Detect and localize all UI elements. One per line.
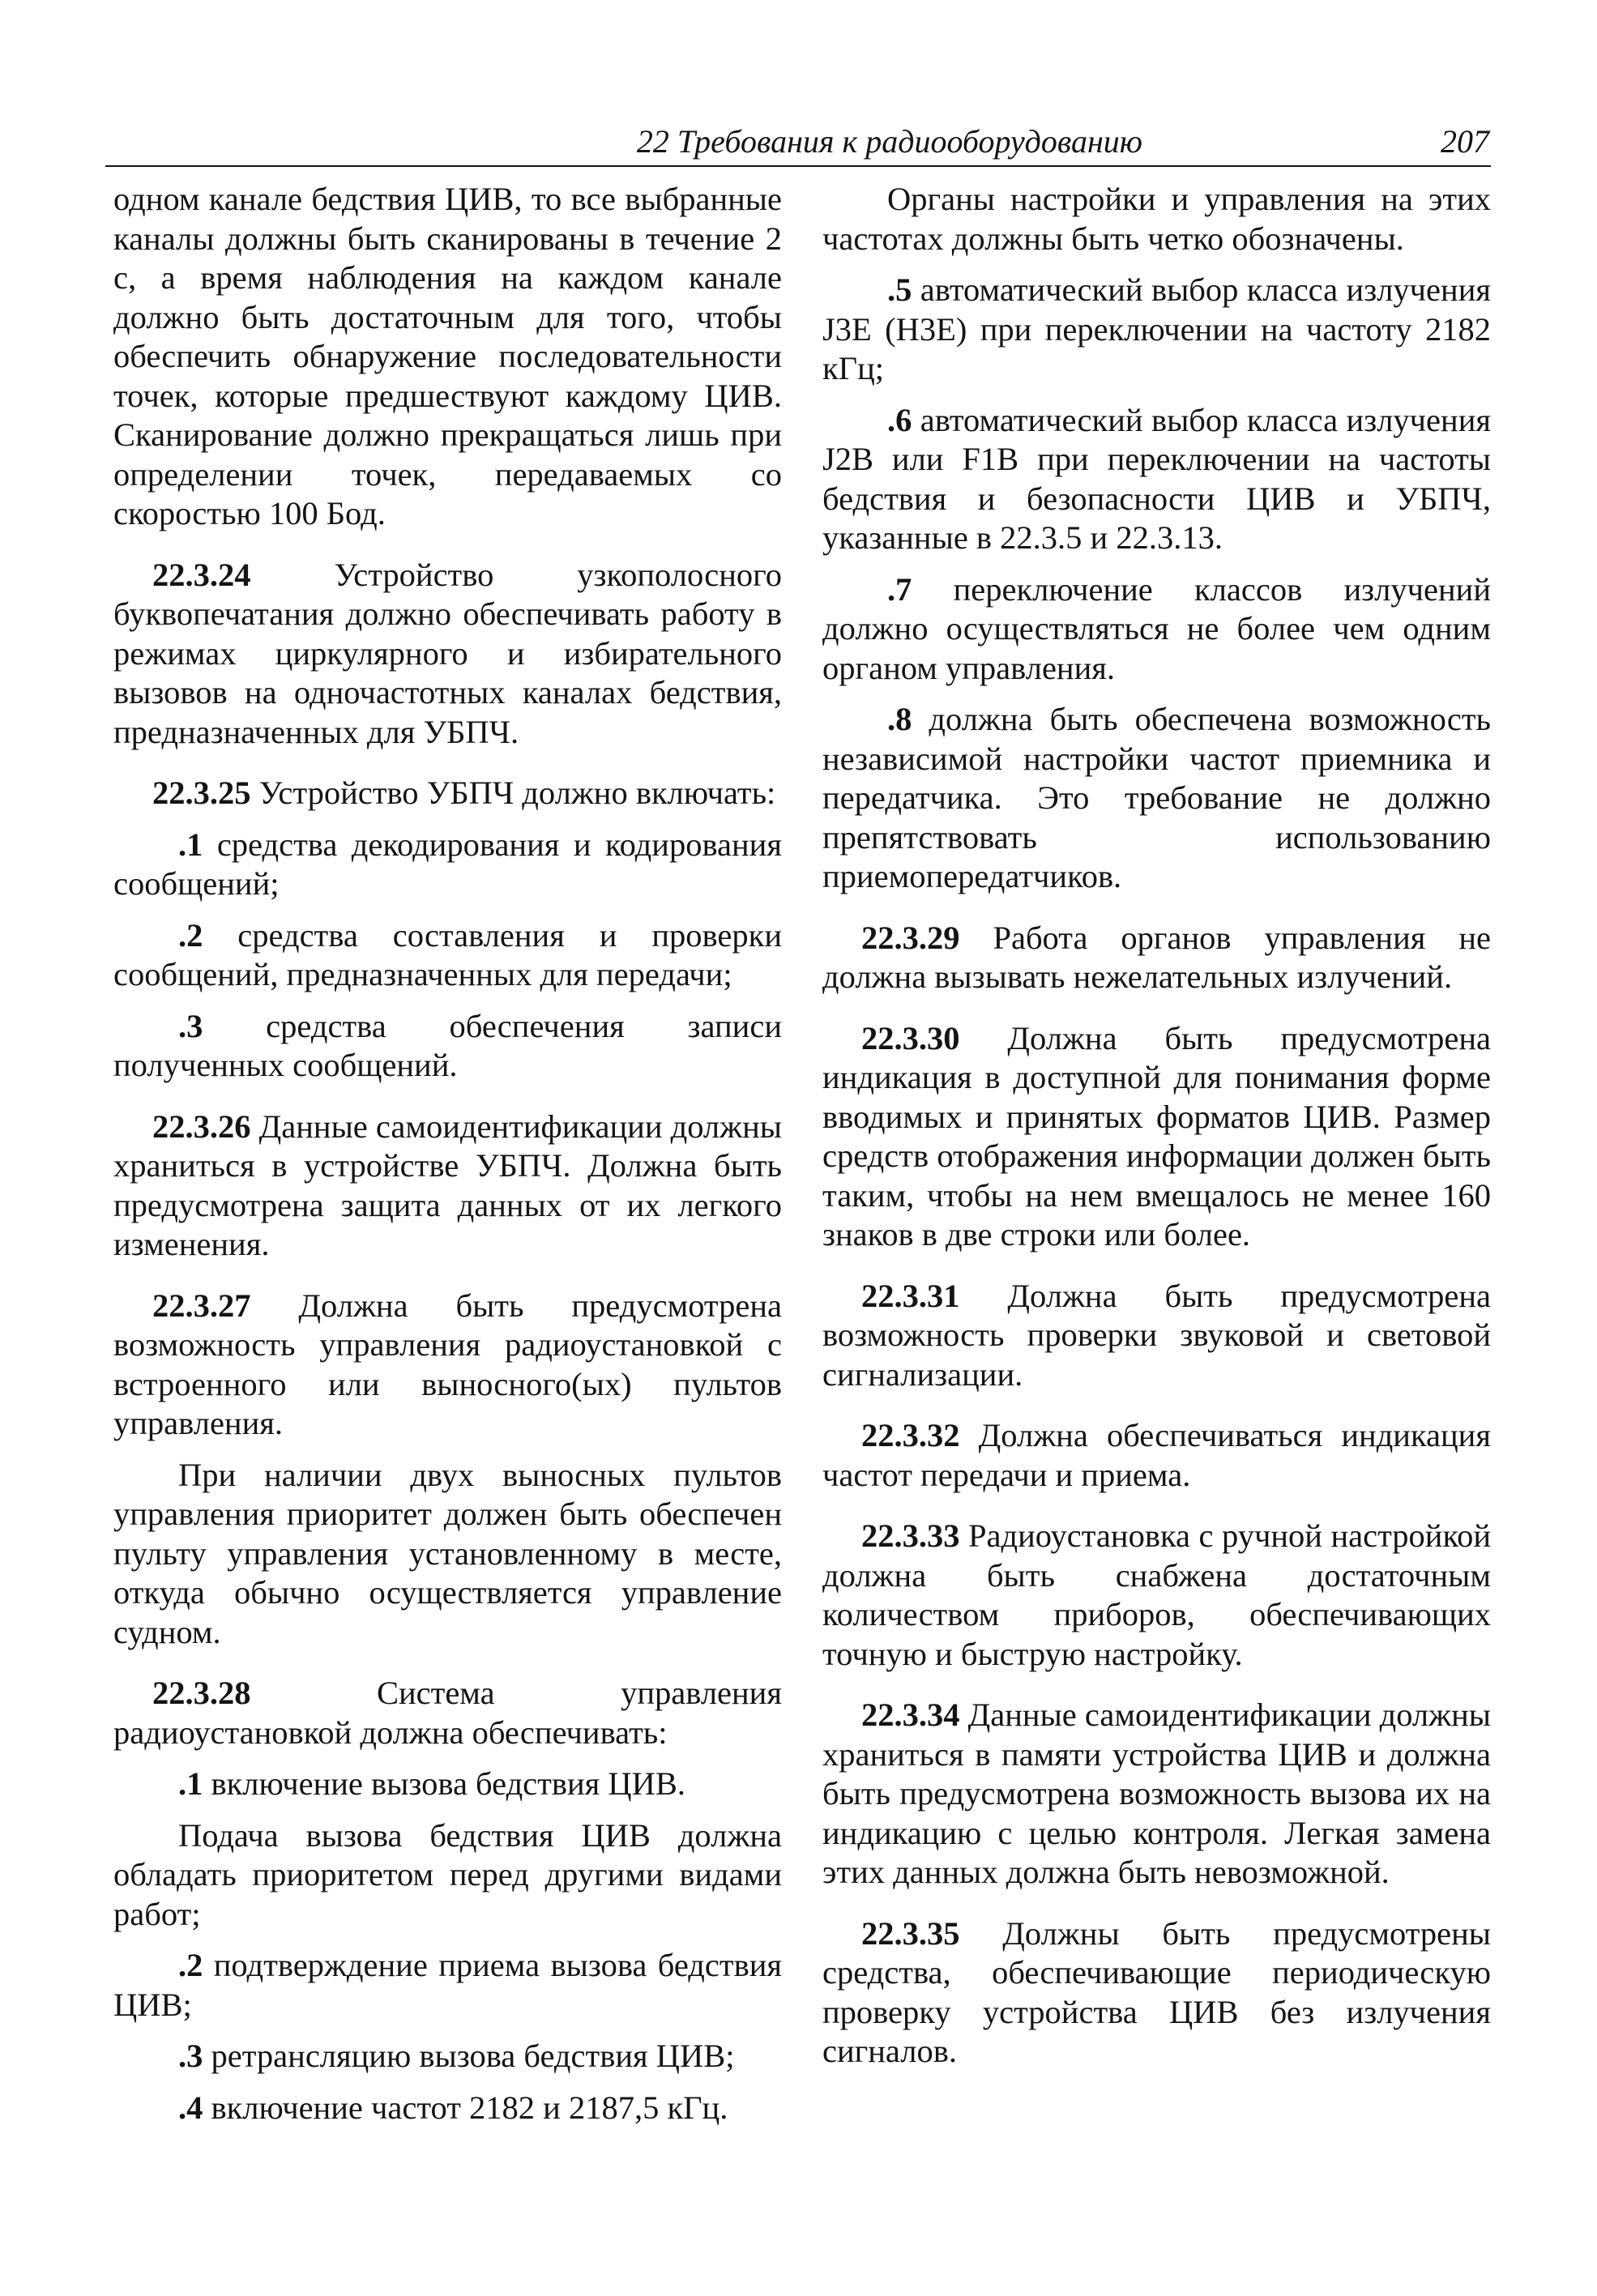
clause-text: Должна быть предусмотрена возможность управления радиоустановкой с встроенного или выносного(ых) пультов управления. bbox=[113, 1287, 782, 1441]
paragraph-continuation bbox=[113, 180, 782, 534]
clause-22-3-29 bbox=[822, 919, 1491, 997]
left-column bbox=[113, 180, 782, 2140]
list-item-3 bbox=[113, 2037, 782, 2076]
item-number: .2 bbox=[178, 1947, 203, 1983]
clause-number: 22.3.24 bbox=[152, 556, 251, 593]
clause-22-3-26 bbox=[113, 1107, 782, 1265]
item-number: .4 bbox=[178, 2089, 203, 2126]
list-item-1 bbox=[113, 1765, 782, 1804]
item-number: .3 bbox=[178, 1007, 203, 1044]
clause-text: Данные самоидентификации должны храниться в памяти устройства ЦИВ и должна быть предусмотрена возможность вызова их на индикацию с целью контроля. Легкая замена этих данных должна быть невозможной. bbox=[822, 1696, 1492, 1890]
clause-number: 22.3.27 bbox=[152, 1287, 251, 1324]
item-number: .8 bbox=[887, 701, 912, 737]
paragraph-text: При наличии двух выносных пультов управления приоритет должен быть обеспечен пульту управления установленному в месте, откуда обычно осуществляется управление судном. bbox=[113, 1456, 782, 1650]
clause-text: Система управления радиоустановкой должна обеспечивать: bbox=[113, 1675, 782, 1751]
page-header bbox=[105, 113, 1491, 167]
clause-22-3-30 bbox=[822, 1019, 1491, 1255]
list-item-2 bbox=[113, 1946, 782, 2025]
clause-number: 22.3.26 bbox=[152, 1107, 251, 1145]
paragraph bbox=[113, 1456, 782, 1653]
item-number: .3 bbox=[178, 2038, 203, 2074]
clause-number: 22.3.29 bbox=[861, 919, 960, 956]
clause-number: 22.3.25 bbox=[152, 775, 251, 811]
clause-text: Радиоустановка с ручной настройкой должна быть снабжена достаточным количеством приборов, обеспечивающих точную и быструю настройку. bbox=[822, 1517, 1491, 1672]
clause-text: Должна быть предусмотрена индикация в доступной для понимания форме вводимых и принятых форматов ЦИВ. Размер средств отображения информации должен быть таким, чтобы на нем вмещалось не менее 160 знаков в две строки или более. bbox=[822, 1019, 1491, 1253]
clause-text: Должны быть предусмотрены средства, обеспечивающие периодическую проверку устройства ЦИВ без излучения сигналов. bbox=[822, 1914, 1491, 2069]
list-item-1 bbox=[113, 826, 782, 904]
paragraph bbox=[822, 180, 1491, 258]
item-text: автоматический выбор класса излучения J3E (H3E) при переключении на частоту 2182 кГц; bbox=[822, 271, 1491, 386]
item-number: .2 bbox=[178, 916, 203, 954]
paragraph-text: Органы настройки и управления на этих частотах должны быть четко обозначены. bbox=[822, 181, 1491, 257]
list-item-4 bbox=[113, 2089, 782, 2128]
clause-22-3-24 bbox=[113, 556, 782, 753]
item-text: включение частот 2182 и 2187,5 кГц. bbox=[203, 2089, 728, 2126]
paragraph bbox=[113, 1816, 782, 1935]
item-number: .1 bbox=[178, 826, 203, 863]
clause-number: 22.3.34 bbox=[861, 1696, 960, 1733]
list-item-5 bbox=[822, 271, 1491, 389]
paragraph-text: Подача вызова бедствия ЦИВ должна обладать приоритетом перед другими видами работ; bbox=[113, 1816, 782, 1932]
clause-number: 22.3.30 bbox=[861, 1019, 960, 1056]
list-item-7 bbox=[822, 570, 1491, 689]
clause-22-3-35 bbox=[822, 1914, 1491, 2072]
clause-22-3-28 bbox=[113, 1674, 782, 1752]
list-item-3 bbox=[113, 1007, 782, 1086]
clause-number: 22.3.31 bbox=[861, 1277, 960, 1314]
item-number: .1 bbox=[178, 1765, 203, 1802]
clause-22-3-31 bbox=[822, 1277, 1491, 1395]
item-text: ретрансляцию вызова бедствия ЦИВ; bbox=[203, 2038, 735, 2074]
running-title: 22 Требования к радиооборудованию bbox=[636, 123, 1142, 160]
clause-text: Данные самоидентификации должны храниться в устройстве УБПЧ. Должна быть предусмотрена защита данных от их легкого изменения. bbox=[113, 1107, 783, 1262]
right-column bbox=[822, 180, 1491, 2084]
list-item-2 bbox=[113, 916, 782, 995]
clause-22-3-25 bbox=[113, 774, 782, 813]
item-text: включение вызова бедствия ЦИВ. bbox=[203, 1765, 686, 1802]
list-item-6 bbox=[822, 401, 1491, 558]
clause-number: 22.3.33 bbox=[861, 1517, 960, 1554]
item-number: .5 bbox=[887, 271, 912, 308]
clause-text: Должна быть предусмотрена возможность проверки звуковой и световой сигнализации. bbox=[822, 1277, 1491, 1393]
clause-text: Устройство УБПЧ должно включать: bbox=[250, 775, 776, 811]
clause-text: Работа органов управления не должна вызывать нежелательных излучений. bbox=[822, 919, 1491, 995]
item-number: .6 bbox=[887, 401, 912, 438]
clause-text: Должна обеспечиваться индикация частот передачи и приема. bbox=[822, 1417, 1491, 1493]
item-text: должна быть обеспечена возможность независимой настройки частот приемника и передатчика. Это требование не должно препятствовать использованию приемопередатчиков. bbox=[822, 701, 1491, 894]
clause-22-3-32 bbox=[822, 1416, 1491, 1495]
item-text: переключение классов излучений должно осуществляться не более чем одним органом управления. bbox=[822, 570, 1491, 686]
list-item-8 bbox=[822, 700, 1491, 897]
item-text: подтверждение приема вызова бедствия ЦИВ; bbox=[113, 1947, 782, 2023]
item-number: .7 bbox=[887, 570, 912, 608]
item-text: средства составления и проверки сообщений, предназначенных для передачи; bbox=[113, 916, 782, 992]
paragraph-text: одном канале бедствия ЦИВ, то все выбранные каналы должны быть сканированы в течение 2 с, а время наблюдения на каждом канале должно быть достаточным для того, чтобы обеспечить обнаружение последовательности точек, которые предшествуют каждому ЦИВ. Сканирование должно прекращаться лишь при определении точек, передаваемых со скоростью 100 Бод. bbox=[113, 181, 782, 531]
item-text: средства обеспечения записи полученных сообщений. bbox=[113, 1007, 782, 1083]
clause-22-3-27 bbox=[113, 1287, 782, 1444]
item-text: средства декодирования и кодирования сообщений; bbox=[113, 826, 782, 902]
clause-22-3-33 bbox=[822, 1517, 1491, 1674]
page-number: 207 bbox=[1441, 123, 1489, 160]
clause-number: 22.3.28 bbox=[152, 1675, 251, 1711]
clause-text: Устройство узкополосного буквопечатания должно обеспечивать работу в режимах циркулярного и избирательного вызовов на одночастотных каналах бедствия, предназначенных для УБПЧ. bbox=[113, 556, 782, 750]
clause-22-3-34 bbox=[822, 1696, 1491, 1893]
item-text: автоматический выбор класса излучения J2B или F1B при переключении на частоты бедствия и безопасности ЦИВ и УБПЧ, указанные в 22.3.5 и 22.3.13. bbox=[822, 401, 1491, 556]
clause-number: 22.3.35 bbox=[861, 1914, 960, 1952]
clause-number: 22.3.32 bbox=[861, 1417, 960, 1453]
